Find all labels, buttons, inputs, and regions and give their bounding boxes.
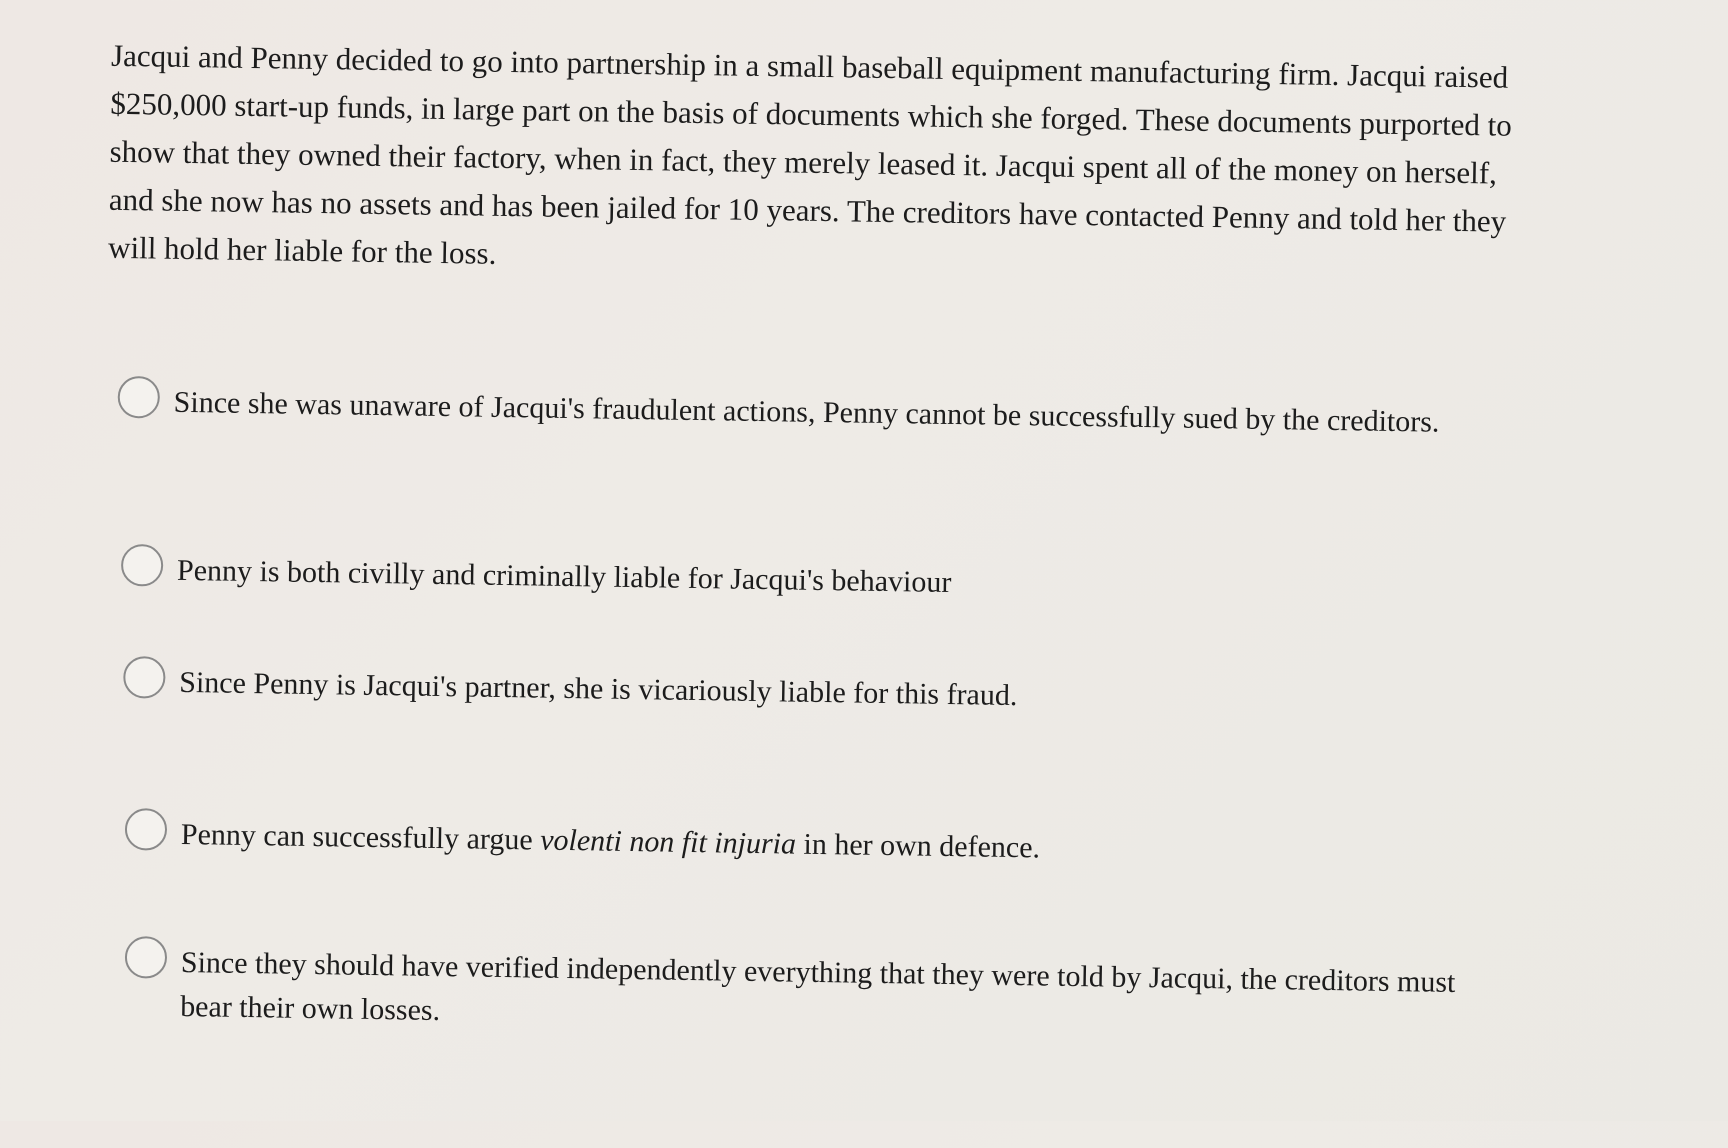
answer-option-1[interactable] bbox=[117, 380, 1439, 445]
answer-option-2[interactable] bbox=[121, 548, 952, 605]
answer-option-4-label-start: Penny can successfully argue bbox=[180, 817, 541, 857]
answer-option-4-label-end: in her own defence. bbox=[795, 827, 1041, 865]
radio-button-4[interactable] bbox=[125, 808, 168, 851]
answer-option-3[interactable] bbox=[123, 660, 1018, 718]
answer-option-3-label: Since Penny is Jacqui's partner, she is vicariously liable for this fraud. bbox=[179, 665, 1018, 713]
radio-button-2[interactable] bbox=[121, 544, 164, 587]
answer-option-2-label: Penny is both civilly and criminally liable for Jacqui's behaviour bbox=[176, 553, 952, 600]
radio-button-5[interactable] bbox=[125, 936, 168, 979]
answer-option-5-label: Since they should have verified independently everything that they were told by Jacqui, the creditors must bear their own losses. bbox=[179, 945, 1456, 1028]
answer-option-5[interactable] bbox=[124, 940, 1481, 1049]
answer-option-4-label bbox=[181, 813, 1041, 870]
answer-option-4[interactable] bbox=[125, 812, 1041, 870]
answer-option-1-label: Since she was unaware of Jacqui's fraudulent actions, Penny cannot be successfully sued by the creditors. bbox=[173, 385, 1440, 439]
answer-options bbox=[106, 2, 1623, 1146]
radio-button-1[interactable] bbox=[117, 376, 160, 419]
radio-button-3[interactable] bbox=[123, 656, 166, 699]
answer-option-4-latin-phrase: volenti non fit injuria bbox=[539, 823, 797, 861]
question-text: Jacqui and Penny decided to go into partnership in a small baseball equipment manufacturing firm. Jacqui raised $250,000 start-up funds, in large part on the basis of documents which she forged. These documents purported to show that they owned their factory, when in fact, they merely leased it. Jacqui spent all of the money on herself, and she now has no assets and has been jailed for 10 years. The creditors have contacted Penny and told her they will hold her liable for the loss. bbox=[107, 37, 1513, 271]
